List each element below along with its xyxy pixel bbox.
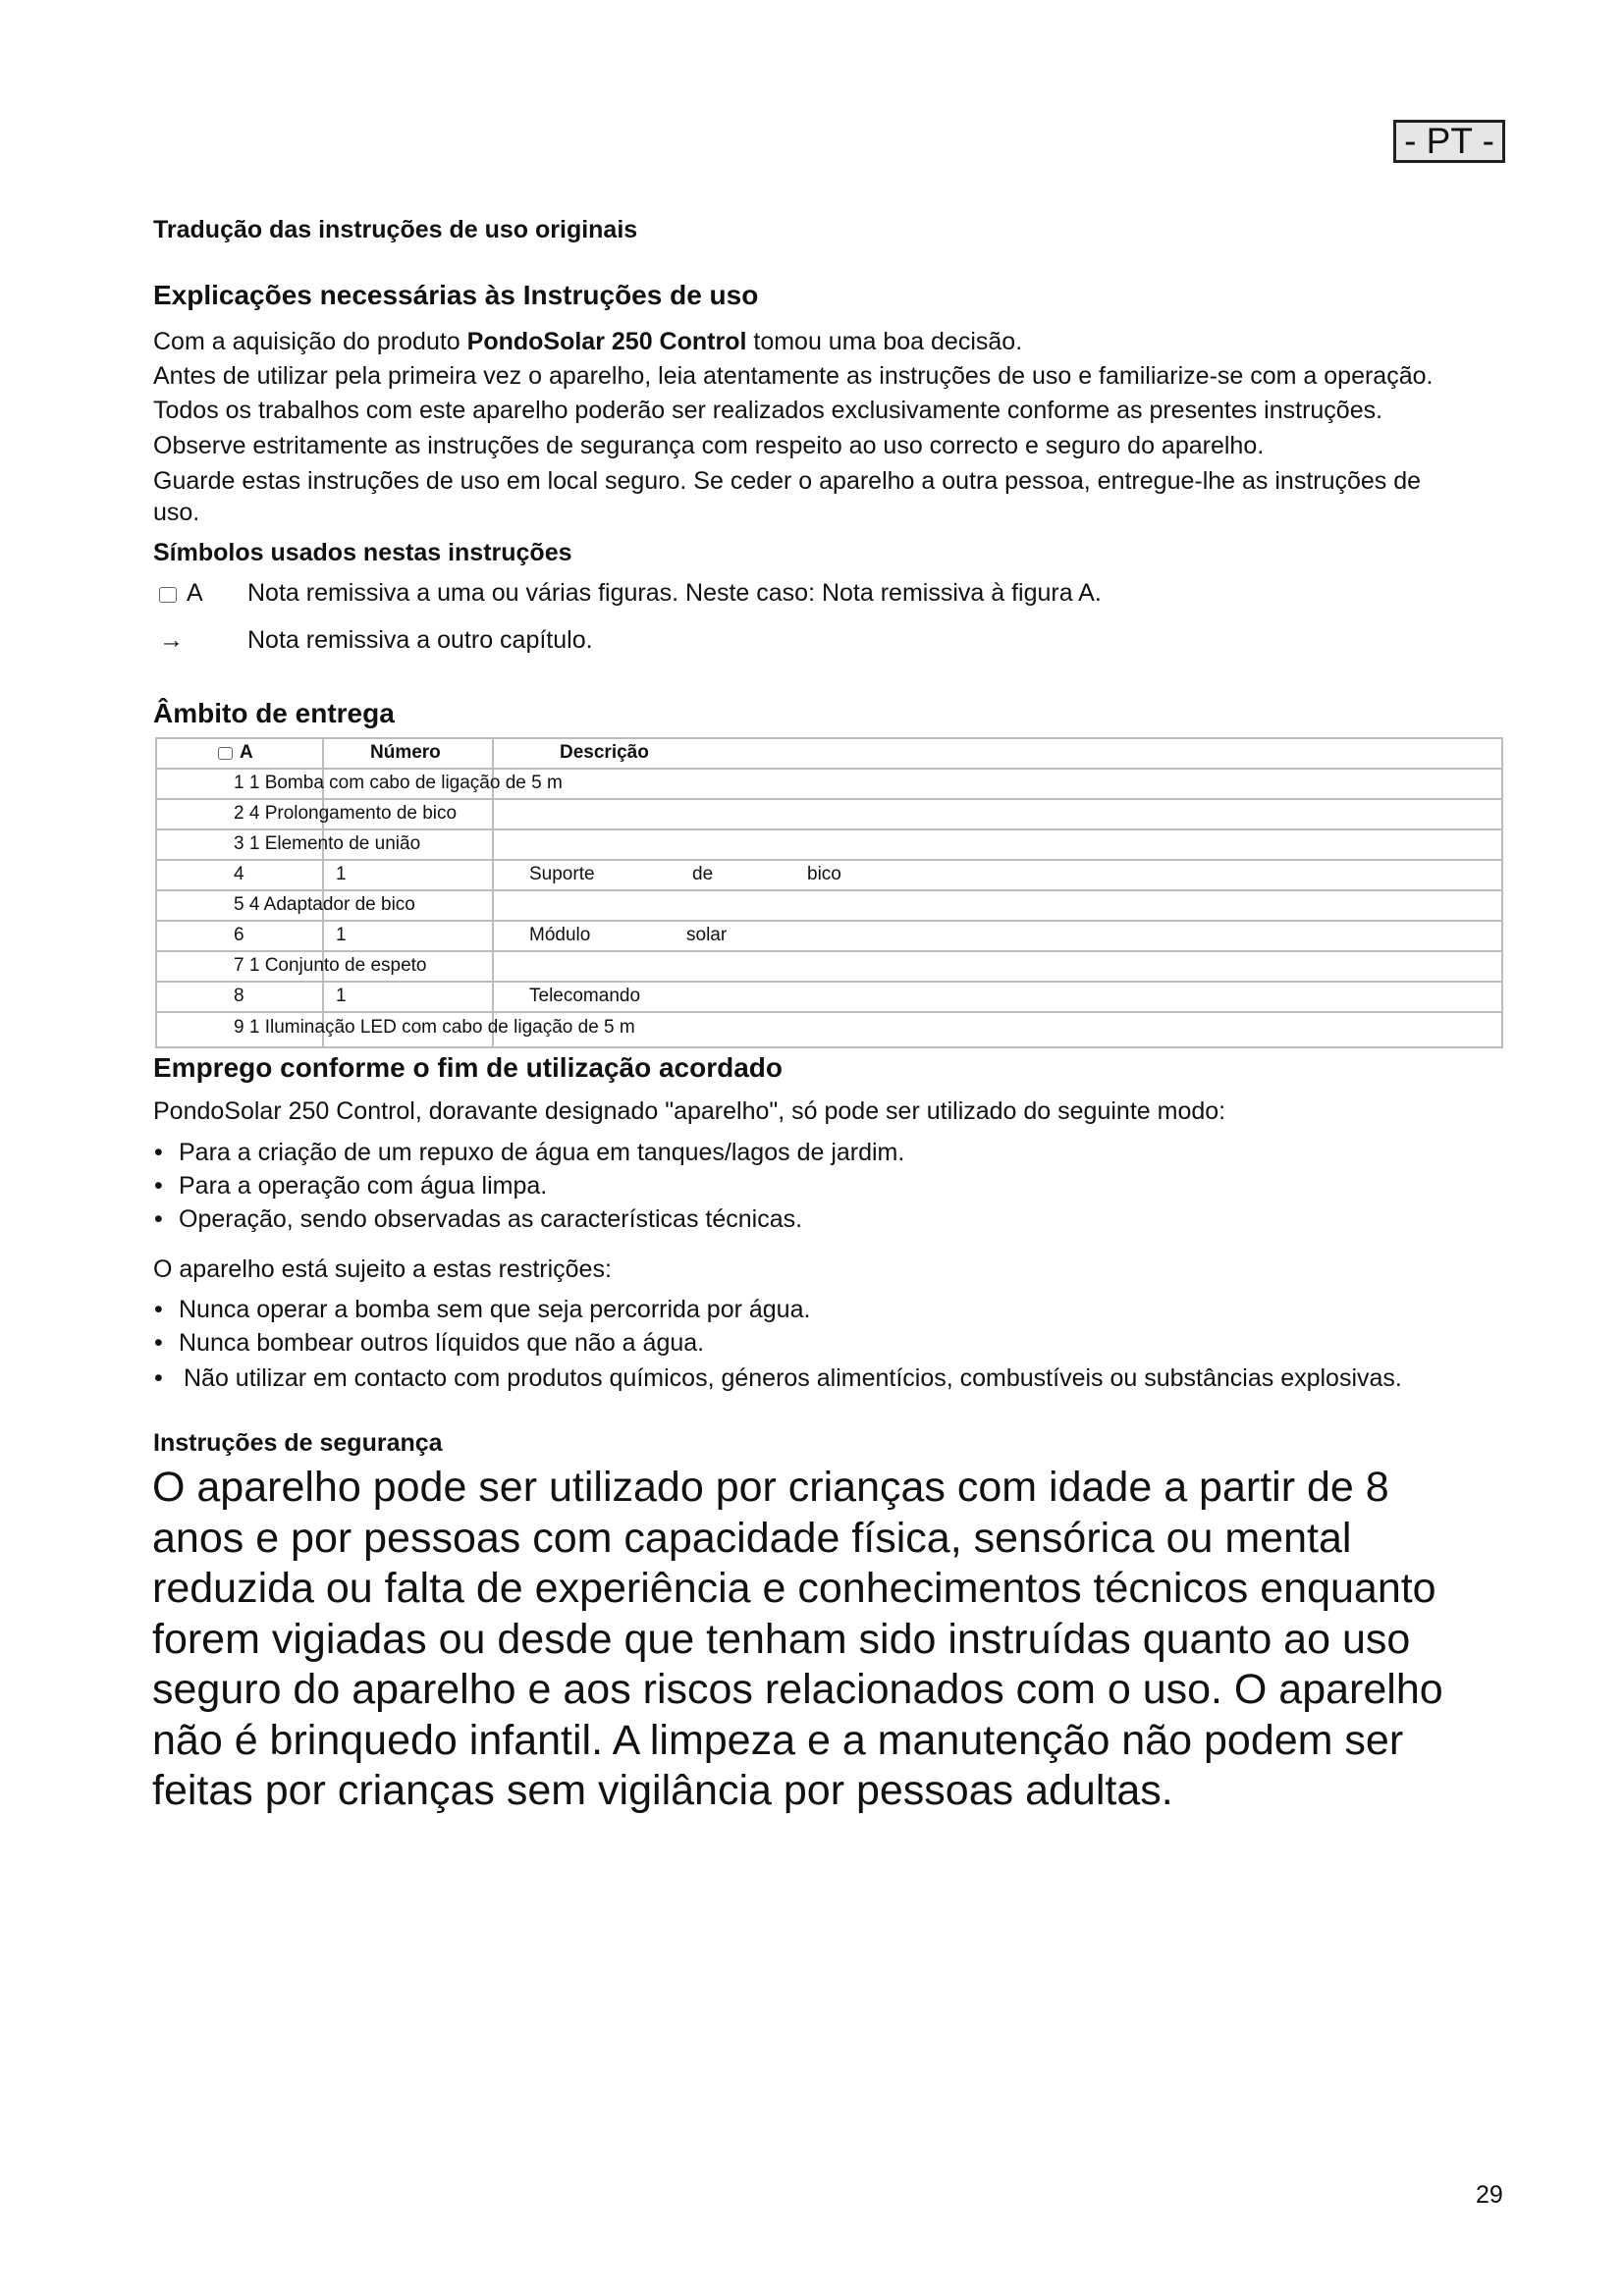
table-cell-descricao: de	[692, 864, 714, 884]
explicacoes-paragraph	[153, 325, 1433, 530]
table-cell-descricao: Suporte	[529, 864, 595, 884]
table-header-a: A	[218, 742, 253, 764]
restrictions-intro: O aparelho está sujeito a estas restrições:	[153, 1255, 612, 1283]
checkbox-icon	[218, 747, 233, 760]
arrow-icon: →	[159, 626, 184, 654]
emprego-intro: PondoSolar 250 Control, doravante designado "aparelho", só pode ser utilizado do seguinte modo:	[153, 1097, 1226, 1125]
symbol-label: A	[187, 579, 203, 607]
explicacoes-line-6: uso.	[153, 499, 200, 526]
warning-line: seguro do aparelho e aos riscos relacionados com o uso. O aparelho	[152, 1666, 1443, 1713]
section-heading-simbolos: Símbolos usados nestas instruções	[153, 539, 572, 566]
warning-line: não é brinquedo infantil. A limpeza e a manutenção não podem ser	[152, 1716, 1404, 1764]
explicacoes-line-4: Observe estritamente as instruções de segurança com respeito ao uso correcto e seguro do aparelho.	[153, 432, 1265, 459]
document-title: Tradução das instruções de uso originais	[153, 216, 638, 243]
language-tag: - PT -	[1393, 120, 1505, 163]
table-cell-descricao: bico	[807, 864, 841, 884]
table-cell-descricao: solar	[686, 925, 728, 945]
table-row: 7 1 Conjunto de espeto	[234, 955, 427, 976]
table-cell-a: 6	[234, 925, 244, 945]
warning-line: feitas por crianças sem vigilância por pessoas adultas.	[152, 1767, 1173, 1814]
checkbox-icon	[159, 587, 177, 603]
product-name: PondoSolar 250 Control	[466, 328, 747, 355]
table-cell-numero: 1	[336, 925, 347, 945]
section-heading-explicacoes: Explicações necessárias às Instruções de uso	[153, 280, 759, 310]
warning-line: O aparelho pode ser utilizado por crianças com idade a partir de 8	[152, 1464, 1389, 1511]
table-row: 3 1 Elemento de união	[234, 833, 421, 854]
explicacoes-line-3: Todos os trabalhos com este aparelho poderão ser realizados exclusivamente conforme as presentes instruções.	[153, 397, 1383, 424]
symbol-description: Nota remissiva a uma ou várias figuras. Neste caso: Nota remissiva à figura A.	[247, 579, 1102, 607]
warning-line: forem vigiadas ou desde que tenham sido instruídas quanto ao uso	[152, 1615, 1411, 1663]
explicacoes-line-5: Guarde estas instruções de uso em local seguro. Se ceder o aparelho a outra pessoa, entregue-lhe as instruções de	[153, 467, 1422, 495]
section-heading-ambito: Âmbito de entrega	[153, 698, 395, 728]
symbol-row-figure	[159, 579, 203, 608]
table-row: 5 4 Adaptador de bico	[234, 894, 415, 915]
safety-warning	[152, 1463, 1443, 1817]
table-cell-numero: 1	[336, 864, 347, 884]
table-row: 1 1 Bomba com cabo de ligação de 5 m	[234, 773, 563, 793]
table-header-descricao: Descrição	[560, 742, 649, 763]
allowed-use-list: • Para a criação de um repuxo de água em tanques/lagos de jardim. • Para a operação com água limpa. • Operação, sendo observadas as características técnicas.	[154, 1139, 905, 1233]
table-cell-a: 4	[234, 864, 244, 884]
restrictions-list: • Nunca operar a bomba sem que seja percorrida por água. • Nunca bombear outros líquidos que não a água. • Não utilizar em contacto com produtos químicos, géneros alimentícios, combustíveis ou substâncias explosivas.	[154, 1296, 1402, 1392]
section-heading-seguranca: Instruções de segurança	[153, 1429, 443, 1457]
table-row: 2 4 Prolongamento de bico	[234, 803, 458, 824]
delivery-table	[155, 737, 1503, 1048]
page-number: 29	[1476, 2181, 1503, 2209]
table-row: 9 1 Iluminação LED com cabo de ligação de 5 m	[234, 1017, 635, 1038]
table-cell-a: 8	[234, 986, 244, 1006]
table-cell-descricao: Módulo	[529, 925, 591, 945]
warning-line: anos e por pessoas com capacidade física, sensórica ou mental	[152, 1514, 1352, 1562]
explicacoes-line-1: Com a aquisição do produto PondoSolar 250 Control tomou uma boa decisão.	[153, 328, 1023, 355]
section-heading-emprego: Emprego conforme o fim de utilização acordado	[153, 1052, 783, 1083]
table-header-numero: Número	[370, 742, 441, 763]
warning-line: reduzida ou falta de experiência e conhecimentos técnicos enquanto	[152, 1565, 1436, 1612]
symbol-description: Nota remissiva a outro capítulo.	[247, 626, 593, 654]
explicacoes-line-2: Antes de utilizar pela primeira vez o aparelho, leia atentamente as instruções de uso e familiarize-se com a operação.	[153, 362, 1434, 390]
table-cell-descricao: Telecomando	[529, 986, 641, 1006]
table-cell-numero: 1	[336, 986, 347, 1006]
